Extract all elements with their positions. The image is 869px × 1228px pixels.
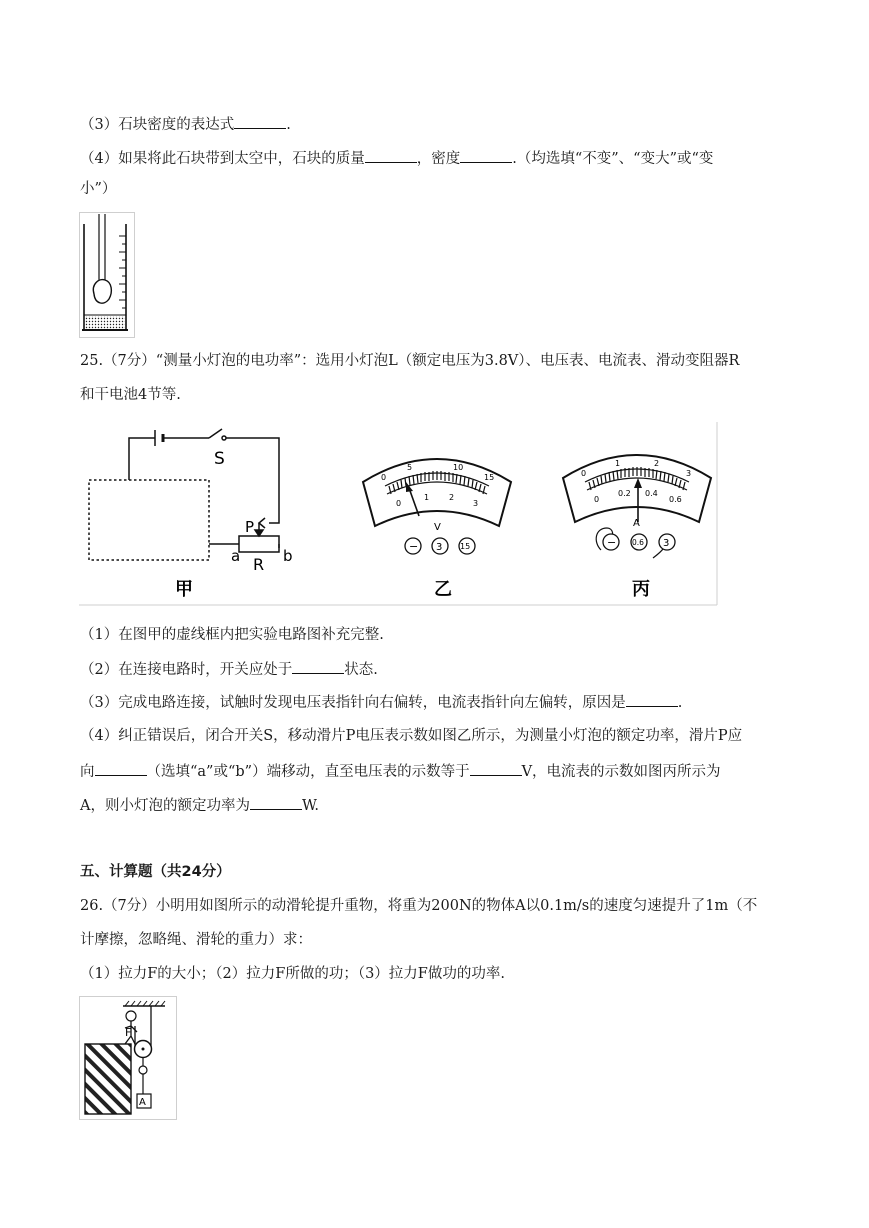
q24-part4: （4）如果将此石块带到太空中，石块的质量 ，密度 .（均选填“不变”、“变大”或“变 (80, 148, 713, 168)
q26-stem-line2: 计摩擦，忽略绳、滑轮的重力）求： (80, 932, 312, 948)
end-a-label: a (231, 547, 241, 565)
a-bottom-0.4: 0.4 (645, 489, 658, 498)
v-bottom-0: 0 (396, 499, 402, 508)
answer-blank (470, 761, 522, 776)
v-top-0: 0 (381, 473, 387, 482)
q25-part4-line3: A，则小灯泡的额定功率为 W. (80, 795, 319, 815)
voltmeter-yi (363, 459, 511, 554)
a-terminal-0.6: 0.6 (632, 538, 644, 547)
a-terminal-neg: − (607, 536, 617, 549)
pulley-figure (79, 996, 177, 1120)
q24-part4-cont: 小”） (80, 181, 117, 197)
q25-part4-line2: 向 （选填“a”或“b”）端移动，直至电压表的示数等于 V，电流表的示数如图丙所示为 (80, 761, 721, 781)
a-bottom-0.6: 0.6 (669, 495, 682, 504)
v-bottom-1: 1 (424, 493, 430, 502)
v-terminal-neg: − (409, 540, 419, 553)
resistor-label: R (253, 555, 265, 574)
v-terminal-15: 15 (460, 542, 471, 551)
a-bottom-0.2: 0.2 (618, 489, 631, 498)
q25-stem-line2: 和干电池4节等. (80, 387, 181, 403)
circuit-diagram-jia (89, 429, 279, 560)
force-label: F (125, 1026, 132, 1039)
caption-jia: 甲 (175, 579, 193, 600)
a-top-3: 3 (686, 469, 692, 478)
q25-part1: （1）在图甲的虚线框内把实验电路图补充完整. (80, 627, 384, 643)
v-top-10: 10 (453, 463, 464, 472)
a-top-1: 1 (615, 459, 621, 468)
caption-yi: 乙 (434, 579, 452, 600)
answer-blank (626, 692, 678, 707)
answer-blank (460, 148, 512, 163)
circuit-and-meters-figure (79, 422, 719, 606)
v-bottom-2: 2 (449, 493, 455, 502)
a-top-2: 2 (654, 459, 660, 468)
v-top-15: 15 (484, 473, 495, 482)
v-top-5: 5 (407, 463, 413, 472)
ammeter-letter: A (633, 518, 640, 529)
q25-stem-line1: 25.（7分）“测量小灯泡的电功率”：选用小灯泡L（额定电压为3.8V）、电压表、电流表、滑动变阻器R (80, 353, 740, 369)
voltmeter-letter: V (434, 522, 441, 533)
section-heading: 五、计算题（共24分） (80, 864, 231, 880)
a-terminal-3: 3 (663, 538, 670, 549)
answer-blank (95, 761, 147, 776)
q26-parts: （1）拉力F的大小；（2）拉力F所做的功；（3）拉力F做功的功率. (80, 966, 505, 982)
ammeter-bing (563, 455, 711, 558)
answer-blank (234, 114, 286, 129)
answer-blank (292, 659, 344, 674)
q25-part3: （3）完成电路连接，试触时发现电压表指针向右偏转，电流表指针向左偏转，原因是 . (80, 692, 682, 712)
graduated-cylinder-figure (79, 212, 135, 338)
object-label: A (139, 1097, 146, 1108)
q24-part3: （3）石块密度的表达式 . (80, 114, 291, 134)
q26-stem-line1: 26.（7分）小明用如图所示的动滑轮提升重物，将重为200N的物体A以0.1m/s的速度匀速提升了1m（不 (80, 898, 758, 914)
a-top-0: 0 (581, 469, 587, 478)
a-bottom-0: 0 (594, 495, 600, 504)
answer-blank (365, 148, 417, 163)
q25-part4-line1: （4）纠正错误后，闭合开关S，移动滑片P电压表示数如图乙所示，为测量小灯泡的额定功率，滑片P应 (80, 728, 743, 744)
v-terminal-3: 3 (436, 542, 443, 553)
end-b-label: b (283, 547, 293, 565)
v-bottom-3: 3 (473, 499, 479, 508)
slider-label: P (245, 518, 255, 536)
answer-blank (250, 795, 302, 810)
caption-bing: 丙 (632, 579, 650, 600)
switch-label: S (214, 449, 225, 469)
q25-part2: （2）在连接电路时，开关应处于 状态. (80, 659, 378, 679)
